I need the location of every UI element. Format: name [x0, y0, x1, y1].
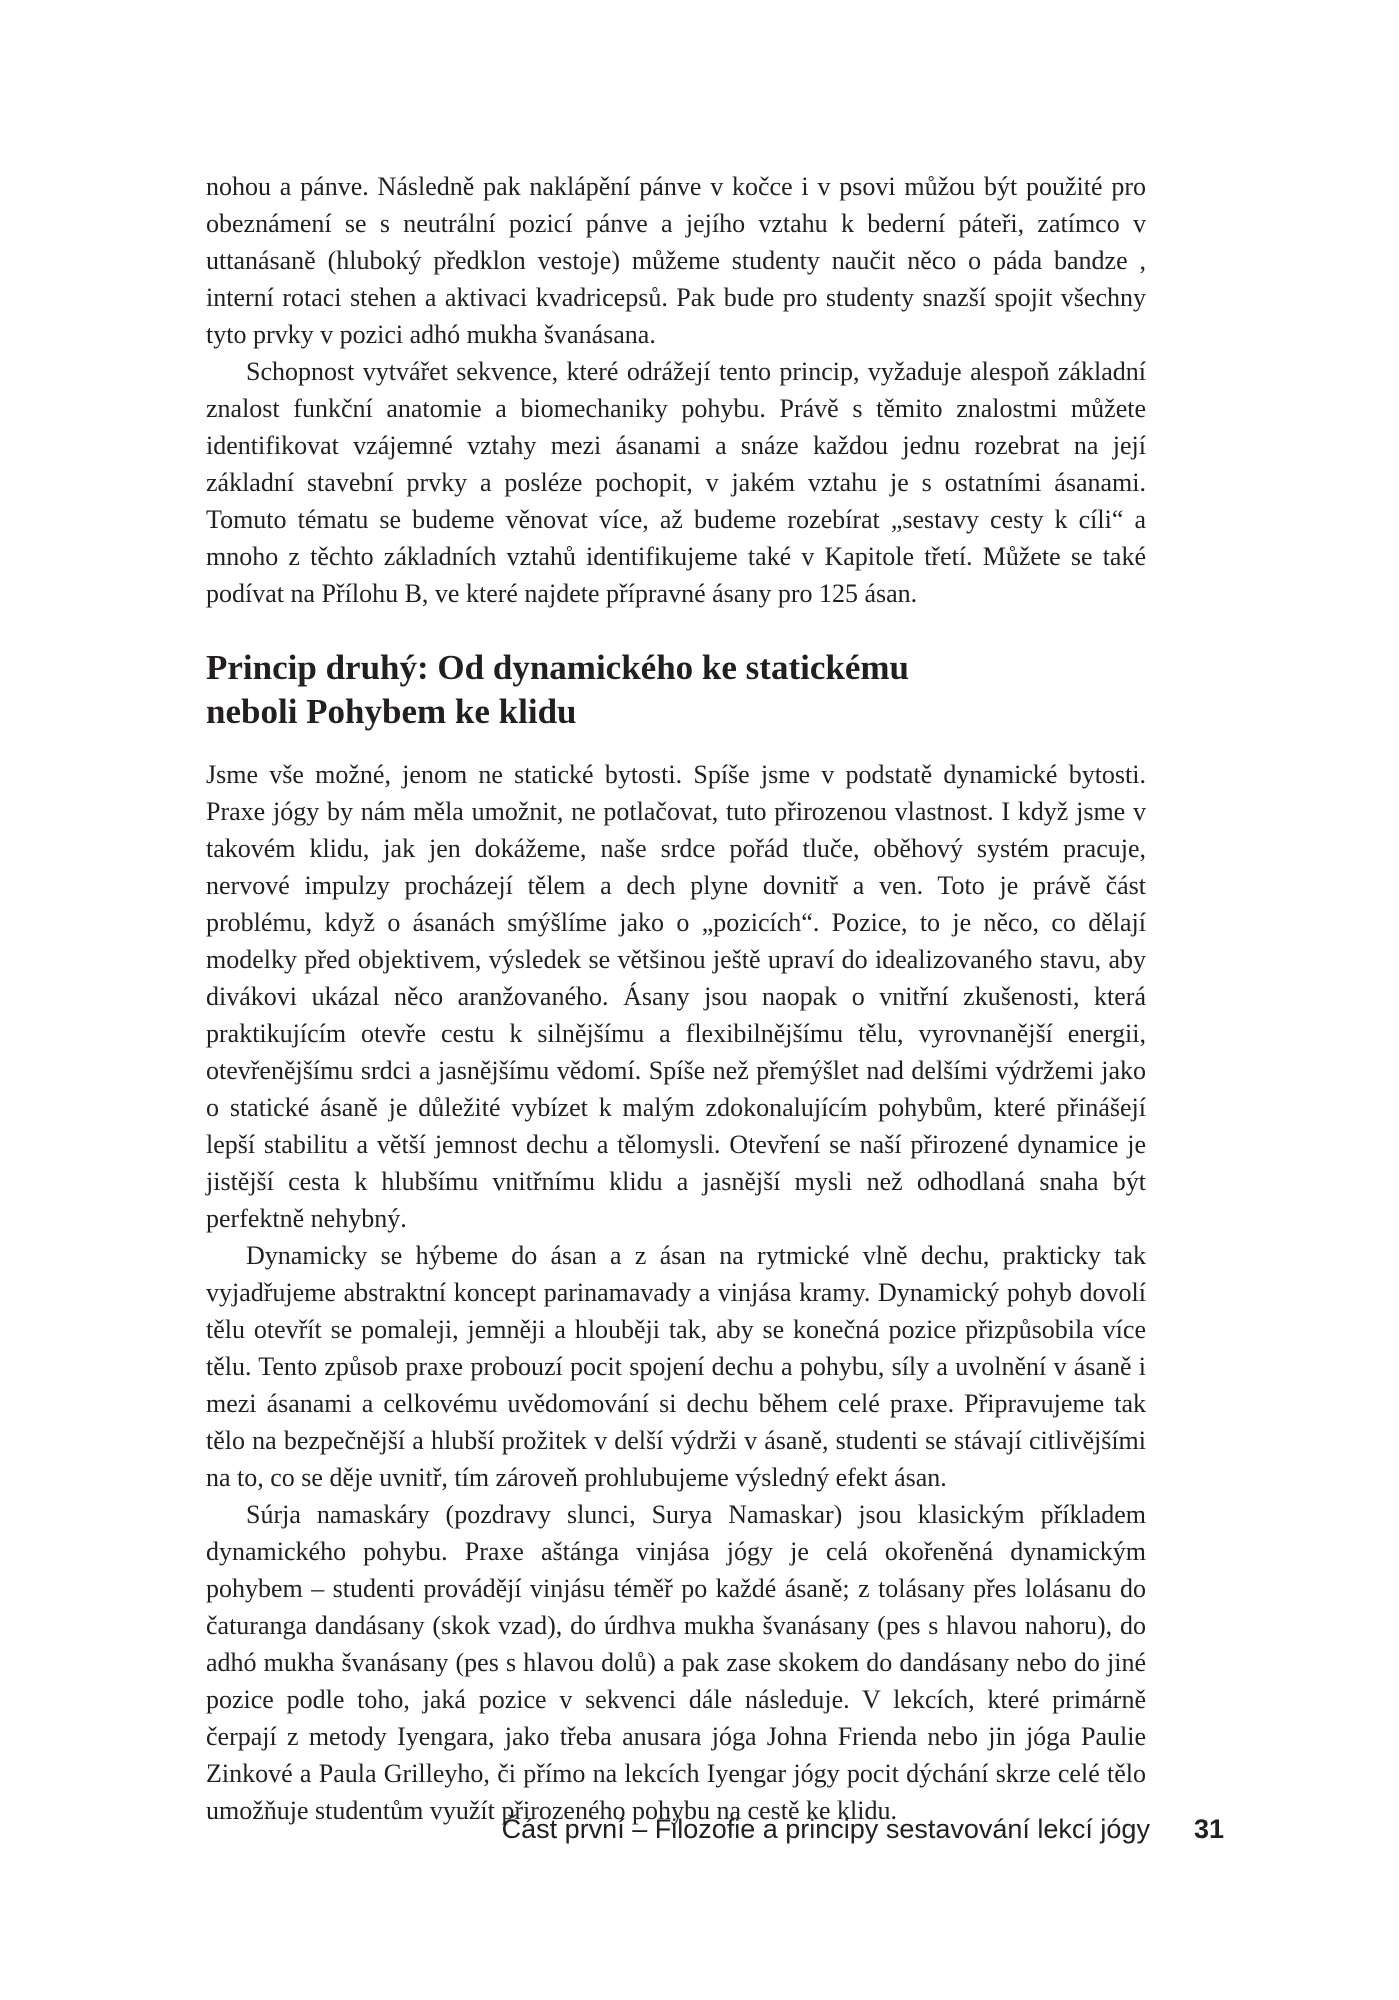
page-number: 31 — [1193, 1814, 1224, 1844]
section-body-text — [206, 756, 1146, 1829]
section-heading — [206, 646, 1146, 734]
page-footer — [502, 1812, 1224, 1846]
intro-paragraph-1: nohou a pánve. Následně pak naklápění pánve v kočce i v psovi můžou být použité pro obeznámení se s neutrální pozicí pánve a jejího vztahu k bederní páteři, zatímco v uttanásaně (hluboký předklon vestoje) můžeme studenty naučit něco o páda bandze , interní rotaci stehen a aktivaci kvadricepsů. Pak bude pro studenty snazší spojit všechny tyto prvky v pozici adhó mukha švanásana. — [206, 172, 1146, 349]
section-heading-line-2: neboli Pohybem ke klidu — [206, 692, 577, 731]
intro-paragraph-2: Schopnost vytvářet sekvence, které odrážejí tento princip, vyžaduje alespoň základní znalost funkční anatomie a biomechaniky pohybu. Právě s těmito znalostmi můžete identifikovat vzájemné vztahy mezi ásanami a snáze každou jednu rozebrat na její základní stavební prvky a posléze pochopit, v jakém vztahu je s ostatními ásanami. Tomuto tématu se budeme věnovat více, až budeme rozebírat „sestavy cesty k cíli“ a mnoho z těchto základních vztahů identifikujeme také v Kapitole třetí. Můžete se také podívat na Přílohu B, ve které najdete přípravné ásany pro 125 ásan. — [206, 357, 1146, 608]
body-paragraph-1: Jsme vše možné, jenom ne statické bytosti. Spíše jsme v podstatě dynamické bytosti. Praxe jógy by nám měla umožnit, ne potlačovat, tuto přirozenou vlastnost. I když jsme v takovém klidu, jak jen dokážeme, naše srdce pořád tluče, oběhový systém pracuje, nervové impulzy procházejí tělem a dech plyne dovnitř a ven. Toto je právě část problému, když o ásanách smýšlíme jako o „pozicích“. Pozice, to je něco, co dělají modelky před objektivem, výsledek se většinou ještě upraví do idealizovaného stavu, aby divákovi ukázal něco aranžovaného. Ásany jsou naopak o vnitřní zkušenosti, která praktikujícím otevře cestu k silnějšímu a flexibilnějšímu tělu, vyrovnanější energii, otevřenějšímu srdci a jasnějšímu vědomí. Spíše než přemýšlet nad delšími výdržemi jako o statické ásaně je důležité vybízet k malým zdokonalujícím pohybům, které přinášejí lepší stabilitu a větší jemnost dechu a tělomysli. Otevření se naší přirozené dynamice je jistější cesta k hlubšímu vnitřnímu klidu a jasnější mysli než odhodlaná snaha být perfektně nehybný. — [206, 760, 1146, 1233]
section-heading-line-1: Princip druhý: Od dynamického ke statickému — [206, 648, 909, 687]
body-paragraph-3: Súrja namaskáry (pozdravy slunci, Surya Namaskar) jsou klasickým příkladem dynamického pohybu. Praxe aštánga vinjása jógy je celá okořeněná dynamickým pohybem – studenti provádějí vinjásu téměř po každé ásaně; z tolásany přes lolásanu do čaturanga dandásany (skok vzad), do úrdhva mukha švanásany (pes s hlavou nahoru), do adhó mukha švanásany (pes s hlavou dolů) a pak zase skokem do dandásany nebo do jiné pozice podle toho, jaká pozice v sekvenci dále následuje. V lekcích, které primárně čerpají z metody Iyengara, jako třeba anusara jóga Johna Frienda nebo jin jóga Paulie Zinkové a Paula Grilleyho, či přímo na lekcích Iyengar jógy pocit dýchání skrze celé tělo umožňuje studentům využít přirozeného pohybu na cestě ke klidu. — [206, 1500, 1146, 1825]
intro-text-block — [206, 168, 1146, 612]
running-title: Část první – Filozofie a principy sestavování lekcí jógy — [501, 1814, 1150, 1844]
body-paragraph-2: Dynamicky se hýbeme do ásan a z ásan na rytmické vlně dechu, prakticky tak vyjadřujeme abstraktní koncept parinamavady a vinjása kramy. Dynamický pohyb dovolí tělu otevřít se pomaleji, jemněji a hlouběji tak, aby se konečná pozice přizpůsobila více tělu. Tento způsob praxe probouzí pocit spojení dechu a pohybu, síly a uvolnění v ásaně i mezi ásanami a celkovému uvědomování si dechu během celé praxe. Připravujeme tak tělo na bezpečnější a hlubší prožitek v delší výdrži v ásaně, studenti se stávají citlivějšími na to, co se děje uvnitř, tím zároveň prohlubujeme výsledný efekt ásan. — [206, 1241, 1146, 1492]
